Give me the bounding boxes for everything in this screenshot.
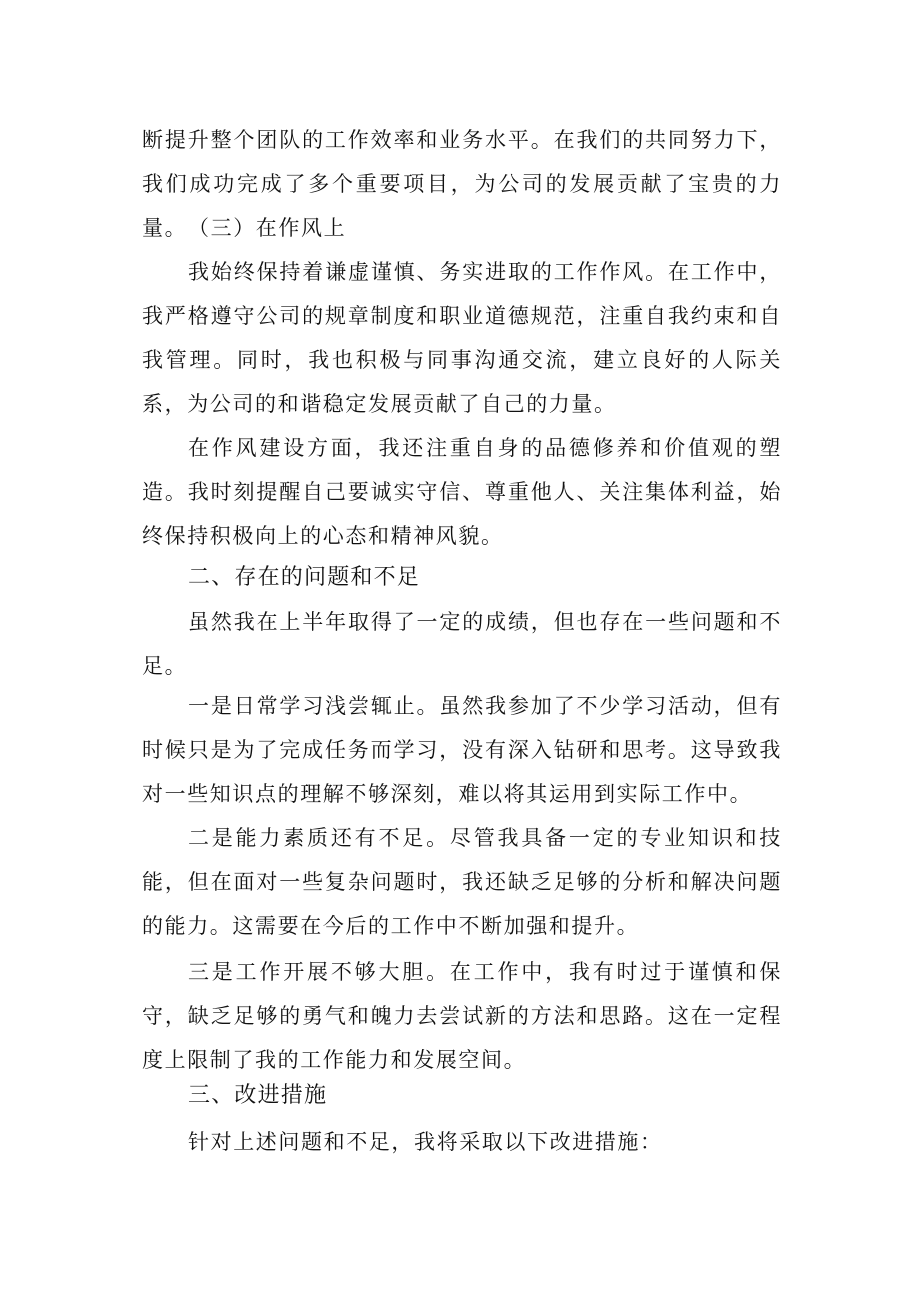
paragraph-problem-3: 三是工作开展不够大胆。在工作中，我有时过于谨慎和保守，缺乏足够的勇气和魄力去尝试新的方法和思路。这在一定程度上限制了我的工作能力和发展空间。 <box>142 960 782 1072</box>
paragraph-work-style: 我始终保持着谦虚谨慎、务实进取的工作作风。在工作中，我严格遵守公司的规章制度和职业道德规范，注重自我约束和自我管理。同时，我也积极与同事沟通交流，建立良好的人际关系，为公司的和谐稳定发展贡献了自己的力量。 <box>142 260 782 416</box>
heading-problems: 二、存在的问题和不足 <box>188 565 421 590</box>
paragraph-problem-1: 一是日常学习浅尝辄止。虽然我参加了不少学习活动，但有时候只是为了完成任务而学习，没有深入钻研和思考。这导致我对一些知识点的理解不够深刻，难以将其运用到实际工作中。 <box>142 694 782 806</box>
paragraph-continuation: 断提升整个团队的工作效率和业务水平。在我们的共同努力下，我们成功完成了多个重要项目，为公司的发展贡献了宝贵的力量。 <box>142 128 782 240</box>
paragraph-problem-2: 二是能力素质还有不足。尽管我具备一定的专业知识和技能，但在面对一些复杂问题时，我还缺乏足够的分析和解决问题的能力。这需要在今后的工作中不断加强和提升。 <box>142 826 782 938</box>
paragraph-problems-intro: 虽然我在上半年取得了一定的成绩，但也存在一些问题和不足。 <box>142 610 782 678</box>
subheading-style: （三）在作风上 <box>188 216 347 240</box>
heading-measures: 三、改进措施 <box>188 1083 328 1108</box>
paragraph-style-building: 在作风建设方面，我还注重自身的品德修养和价值观的塑造。我时刻提醒自己要诚实守信、尊重他人、关注集体利益，始终保持积极向上的心态和精神风貌。 <box>142 436 782 548</box>
paragraph-measures-intro: 针对上述问题和不足，我将采取以下改进措施： <box>188 1130 663 1154</box>
